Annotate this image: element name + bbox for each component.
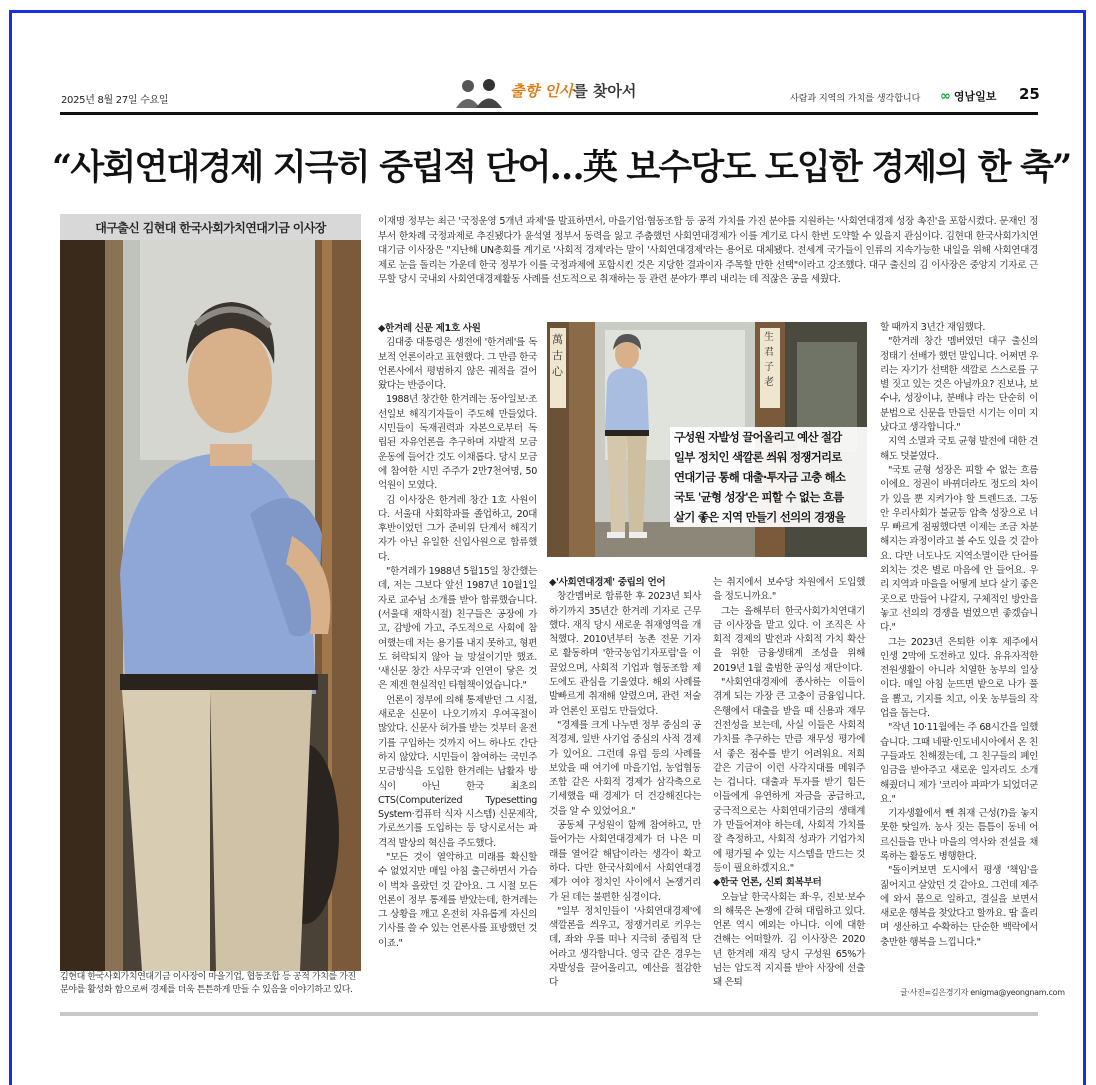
headline: “사회연대경제 지극히 중립적 단어…英 보수당도 도입한 경제의 한 축” [52, 147, 1071, 188]
pull-quote-line: 구성원 자발성 끌어올리고 예산 절감 [674, 430, 842, 444]
subheading: ◆한겨레 신문 제1호 사원 [378, 323, 481, 334]
subheading: ◆'사회연대경제' 중립의 언어 [549, 577, 666, 588]
paragraph: "일부 정치인들이 '사회연대경제'에 색깔론을 씌우고, 정쟁거리로 키우는데, 좌와 우를 떠나 지극히 중립적 단어라고 생각합니다. 영국 같은 경우는 자발성을 끌어올리고, 예산을 절감한다 [549, 905, 701, 989]
pull-quote-line: 연대기금 통해 대출·투자금 고충 해소 [674, 470, 846, 484]
pull-quote [670, 427, 870, 527]
paragraph: 오늘날 한국사회는 좌·우, 진보·보수의 해묵은 논쟁에 갇혀 대립하고 있다. 언론 역시 예외는 아니다. 이에 대한 견해는 어떠할까. 김 이사장은 2020년 한겨레 재직 당시 구성원 65%가 넘는 압도적 지지를 받아 사장에 선출돼 은퇴 [713, 891, 865, 989]
footer-divider [60, 1012, 1038, 1016]
section-logo-accent: 출향 인사 [510, 82, 574, 100]
paragraph: 그는 2023년 은퇴한 이후 제주에서 인생 2막에 도전하고 있다. 유유자적한 전원생활이 아니라 치열한 농부의 일상이다. 매일 아침 눈뜨면 밭으로 나가 풀을 뽑고, 기지를 치고, 이웃 농부들의 작업을 돕는다. [880, 636, 1038, 720]
paragraph: 할 때까지 3년간 재임했다. [880, 322, 985, 333]
people-illustration-icon [452, 76, 507, 108]
subheading: ◆한국 언론, 신뢰 회복부터 [713, 877, 822, 889]
paragraph: "사회연대경제에 종사하는 이들이 겪게 되는 가장 큰 고충이 금융입니다. 은행에서 대출을 받을 때 신용과 재무건전성을 보는데, 사실 이들은 사회적 가치를 추구하는 만큼 재무성 평가에서 좋은 점수를 받기 어려워요. 저희 같은 기금이 이런 사각지대를 메워주는 겁니다. 대출과 투자를 받기 힘든 이들에게 유연하게 자금을 공급하고, 궁극적으로는 사회연대기금의 생태계가 만들어져야 하는데, 사회적 가치를 잘 측정하고, 사회적 성과가 기업가치에 평가될 수 있는 시스템을 만드는 것 등이 필요하겠지요." [713, 677, 865, 874]
paragraph: 그는 올해부터 한국사회가치연대기금 이사장을 맡고 있다. 이 조직은 사회적 경제의 발전과 사회적 가치 확산을 위한 금융생태계 조성을 위해 2019년 1월 출범한 공익성 재단이다. [713, 605, 865, 674]
header-divider [60, 112, 1038, 115]
paragraph: "돌이켜보면 도시에서 평생 '책임'을 짊어지고 살았던 것 같아요. 그런데 제주에 와서 몸으로 일하고, 결실을 보면서 새로운 행복을 찾았다고 할까요. 땀 흘리며 생산하고 수확하는 단순한 백락에서 충만한 행복을 느낍니다." [880, 865, 1038, 948]
lead-paragraph: 이재명 정부는 최근 '국정운영 5개년 과제'를 발표하면서, 마을기업·협동조합 등 공적 가치를 가진 분야를 지원하는 '사회연대경제 성장 촉진'을 포함시켰다. 문재인 정부서 한차례 국정과제로 추진됐다가 윤석열 정부서 동력을 잃고 주춤했던 사회연대경제가 이를 계기로 다시 한번 도약할 수 있을지 관심이다. 김현대 한국사회가치연대기금 이사장은 "지난해 UN총회를 계기로 '사회적 경제'라는 말이 '사회연대경제'라는 용어로 대체됐다. 전세계 국가들이 인류의 지속가능한 내일을 위해 사회연대경제로 눈을 돌리는 가운데 한국 정부가 이를 국정과제에 포함시킨 것은 지당한 결과이자 주목할 만한 선택"이라고 강조했다. 대구 출신의 김 이사장은 중앙지 기자로 근무할 당시 국내외 사회연대경제활동 사례를 선도적으로 취재하는 등 관련 분야가 뿌리 내리는 데 적잖은 공을 세웠다. [378, 216, 1038, 285]
paragraph: 1988년 창간한 한겨레는 동아일보·조선일보 해직기자들이 주도해 만들었다. 시민들이 독재권력과 자본으로부터 독립된 자유언론을 추구하며 자발적 모금운동에 들어간 것도 이채롭다. 당시 모금에 참여한 시민 주주가 2만7천여명, 50억원이 모였다. [378, 394, 537, 492]
paper-slogan: 사람과 지역의 가치를 생각합니다 [790, 94, 921, 104]
main-photo-label: 대구출신 김현대 한국사회가치연대기금 이사장 [60, 214, 361, 240]
paragraph: 지역 소멸과 국토 균형 발전에 대한 견해도 덧붙였다. [880, 436, 1038, 462]
main-photo-caption: 김현대 한국사회가치연대기금 이사장이 마을기업, 협동조합 등 공적 가치를 가진 분야를 활성화 함으로써 경제를 더욱 튼튼하게 만들 수 있음을 이야기하고 있다. [60, 972, 356, 995]
paper-mark-icon: ∞ [940, 88, 951, 104]
paragraph: 김 이사장은 한겨레 창간 1호 사원이다. 서울대 사회학과를 졸업하고, 20대 후반이었던 그가 준비위 단계서 해직기자가 아닌 유일한 신입사원으로 합류했다. [378, 494, 537, 563]
body-column-3 [713, 576, 865, 991]
paragraph: 공동체 구성원이 함께 참여하고, 만들어가는 사회연대경제가 더 나은 미래를 열어갈 해답이라는 생각이 확고하다. 다만 한국사회에서 사회연대경제가 여야 정치인 사이에서 논쟁거리가 된 데는 불편한 심경이다. [549, 820, 701, 903]
paragraph: "한겨레 창간 멤버였던 대구 출신의 정태기 선배가 했던 말입니다. 어쩌면 우리는 자기가 선택한 색깔로 스스로를 구별 짓고 있는 것은 아닐까요? 진보냐, 보수냐, 성장이냐, 분배냐 라는 단순히 이분법으로 신문을 만들던 시기는 이미 지났다고 생각합니다." [880, 336, 1038, 434]
byline: 글·사진=김은경기자 enigma@yeongnam.com [900, 988, 1065, 997]
paragraph: 김대중 대통령은 생전에 '한겨레'를 독보적 언론이라고 표현했다. 그 만큼 한국 언론사에서 평범하지 않은 궤적을 걸어왔다는 반증이다. [378, 337, 537, 392]
paragraph: "국토 균형 성장은 피할 수 없는 흐름이에요. 정권이 바뀌더라도 정도의 차이가 있을 뿐 지켜가야 할 트렌드죠. 그동안 우리사회가 불균등 압축 성장으로 너무 빠르게 점핑했다면 이제는 조금 차분해지는 과정이라고 볼 수도 있을 것 같아요. 다만 너도나도 지역소멸이란 단어를 외치는 것은 별로 마음에 안 들어요. 우리 지역과 마을을 어떻게 보다 살기 좋은 곳으로 만들어 나갈지, 구체적인 방안을 놓고 선의의 경쟁을 벌였으면 좋겠습니다." [880, 464, 1038, 634]
pull-quote-line: 일부 정치인 색깔론 씌워 정쟁거리로 [674, 450, 842, 464]
paragraph: 기자생활에서 뺀 취재 근성(?)을 놓지 못한 탓일까. 농사 짓는 틈틈이 동네 어르신들을 만나 마을의 역사와 전설을 채록하는 활동도 병행한다. [880, 808, 1038, 862]
section-logo-rest: 를 찾아서 [573, 82, 637, 100]
paper-name: 영남일보 [953, 90, 997, 103]
paragraph: "경제를 크게 나누면 정부 중심의 공적경제, 일반 사기업 중심의 사적 경제가 있어요. 그런데 유럽 등의 사례를 보았을 때 여기에 마을기업, 농업협동조합 같은 사회적 경제가 삼각축으로 기세했을 때 경제가 더 건강해진다는 것을 알 수 있었어요." [549, 719, 701, 817]
pull-quote-line: 국토 '균형 성장'은 피할 수 없는 흐름 [674, 490, 844, 504]
body-column-1 [378, 322, 537, 951]
main-photo-image [60, 214, 361, 971]
paper-logo [940, 88, 996, 104]
body-column-4 [880, 321, 1038, 950]
paragraph: 는 취지에서 보수당 차원에서 도입했을 정도니까요." [713, 577, 865, 603]
main-photo [60, 214, 361, 971]
paragraph: "작년 10·11월에는 주 68시간을 일했습니다. 그때 네팔·인도네시아에서 온 친구들과도 친해졌는데, 그 친구들의 폐인 임금을 받아주고 새로운 일자리도 소개해줬더니 제가 '코리아 파파'가 되었더군요." [880, 722, 1038, 805]
inset-banner-left: 萬古心 [552, 333, 563, 378]
issue-date: 2025년 8월 27일 수요일 [61, 95, 169, 106]
paragraph: "모든 것이 열악하고 미래를 확신할 수 없었지만 매일 아침 출근하면서 가슴이 벅차 올랐던 것 같아요. 그 시절 모든 언론이 정부 통제를 받았는데, 한겨레는 그 상황을 깨고 온전히 자유롭게 자신의 기사를 쓸 수 있는 언론사를 표방했던 것이죠." [378, 851, 537, 949]
inset-banner-right: 生君子老 [764, 332, 774, 388]
paragraph: "한겨레가 1988년 5월15일 창간했는데, 저는 그보다 앞선 1987년 10월1일자로 교수님 소개를 받아 합류했습니다. (서울대 재학시절) 친구들은 공장에 가고, 감방에 가고, 주도적으로 사회에 참여했는데 저는 용기를 내지 못하고, 형편도 허락되지 않아 늘 망설이기만 했죠. '새신문 창간 사무국'과 인연이 닿은 것은 제겐 현실적인 타협책이었습니다." [378, 566, 537, 692]
body-column-2 [549, 576, 701, 991]
paragraph: 언론이 정부에 의해 통제받던 그 시절, 새로운 신문이 나오기까지 우여곡절이 많았다. 신문사 허가를 받는 것부터 윤전기를 구입하는 것까지 어느 하나도 간단하지 않았다. 시민들이 참여하는 국민주 모금방식을 도입한 한겨레는 납활자 방식이 아닌 한국 최초의 CTS(Computerized Typesetting System·컴퓨터 식자 시스템) 신문제작, 가로쓰기를 도입하는 등 당시로서는 파격적 발상의 혁신을 주도했다. [378, 694, 537, 849]
section-logo [452, 74, 642, 110]
pull-quote-line: 살기 좋은 지역 만들기 선의의 경쟁을 [674, 510, 845, 524]
page-number: 25 [1019, 85, 1040, 103]
paragraph: 창간멤버로 합류한 후 2023년 퇴사하기까지 35년간 한겨레 기자로 근무했다. 재직 당시 새로운 취재영역을 개척했다. 2010년부터 농촌 전문 기자로 활동하며 '한국농업기자포럼'을 이끌었으며, 사회적 기업과 협동조합 제도에도 관심을 기울였다. 해외 사례를 발빠르게 취재해 알렸으며, 관련 저술과 언론인 포럼도 만들었다. [549, 591, 701, 717]
